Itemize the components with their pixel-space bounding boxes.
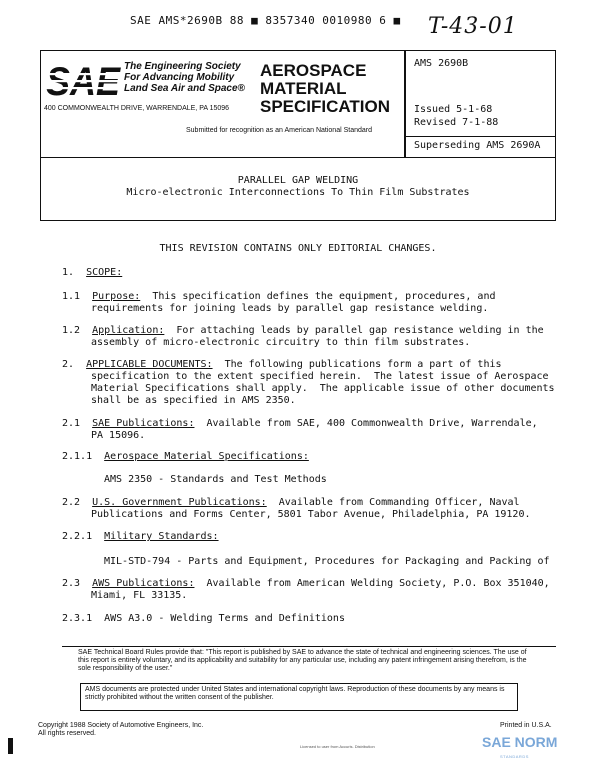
rights-reserved: All rights reserved. (38, 730, 96, 737)
submitted-note: Submitted for recognition as an American National Standard (186, 127, 372, 134)
spec-type-line: SPECIFICATION (260, 97, 391, 116)
section-title: Aerospace Material Specifications: (104, 451, 309, 462)
society-line: For Advancing Mobility (124, 72, 235, 83)
revision-note: THIS REVISION CONTAINS ONLY EDITORIAL CHANGES. (159, 243, 437, 254)
section-number: 2.3 (62, 578, 81, 589)
section-text-line: Publications and Forms Center, 5801 Tabor Avenue, Philadelphia, PA 19120. (91, 509, 531, 520)
license-stamp: Licensed to user from Accuris. Distribution (300, 744, 375, 749)
technical-board-notice: SAE Technical Board Rules provide that: "This report is published by SAE to advance the state of technical and engineering sciences. The use of this report is entirely voluntary, and its applicability and suitability for any particular use, including any patent infringement arising therefrom, is the sole responsibility of the user." (78, 649, 527, 672)
section-number: 2.2.1 (62, 531, 93, 542)
society-line: Land Sea Air and Space® (124, 83, 245, 94)
section-number: 2.2 (62, 497, 81, 508)
section-text-line: specification to the extent specified herein. The latest issue of Aerospace (91, 371, 549, 382)
issue-dates (414, 103, 498, 129)
section-2-2 (62, 497, 520, 509)
section-1-1 (62, 291, 496, 303)
section-text: This specification defines the equipment, procedures, and (140, 291, 496, 302)
copyright-line (38, 722, 203, 738)
section-2-1-1 (62, 451, 309, 463)
section-text-line: Miami, FL 33135. (91, 590, 188, 601)
society-address: 400 COMMONWEALTH DRIVE, WARRENDALE, PA 15096 (44, 105, 230, 112)
section-text: Available from American Welding Society, P.O. Box 351040, (194, 578, 550, 589)
saenorm-watermark-sub: STANDARDS (500, 754, 529, 759)
section-2-2-1 (62, 531, 219, 543)
section-2-3-1 (62, 613, 345, 625)
saenorm-watermark: SAE NORM (482, 734, 558, 750)
section-2 (62, 359, 502, 371)
handwritten-annotation: T-43-01 (428, 14, 518, 39)
society-tagline (124, 61, 245, 94)
section-text: Available from SAE, 400 Commonwealth Drive, Warrendale, (194, 418, 538, 429)
section-text: Available from Commanding Officer, Naval (266, 497, 520, 508)
section-text: The following publications form a part of this (212, 359, 502, 370)
section-text: For attaching leads by parallel gap resistance welding in the (164, 325, 544, 336)
section-2-3 (62, 578, 550, 590)
section-number: 2.1 (62, 418, 81, 429)
section-title: U.S. Government Publications: (92, 497, 267, 508)
section-1-2 (62, 325, 544, 337)
referenced-document: MIL-STD-794 - Parts and Equipment, Procedures for Packaging and Packing of (104, 556, 550, 567)
section-title: SCOPE: (86, 267, 123, 278)
referenced-document: AMS 2350 - Standards and Test Methods (104, 474, 327, 485)
section-text-line: assembly of micro-electronic circuitry to thin film substrates. (91, 337, 471, 348)
section-2-1 (62, 418, 538, 430)
section-title: Purpose: (92, 291, 141, 302)
document-title: PARALLEL GAP WELDING (237, 175, 359, 186)
section-number: 2.1.1 (62, 451, 93, 462)
spec-type-title (260, 62, 390, 116)
superseding: Superseding AMS 2690A (414, 140, 541, 151)
printed-in: Printed in U.S.A. (500, 722, 552, 729)
section-title: SAE Publications: (92, 418, 195, 429)
spec-type-line: MATERIAL (260, 79, 347, 98)
section-text-line: requirements for joining leads by parallel gap resistance welding. (91, 303, 489, 314)
spec-type-line: AEROSPACE (260, 61, 367, 80)
section-text-line: shall be as specified in AMS 2350. (91, 395, 296, 406)
header-divider (404, 50, 406, 158)
ams-number: AMS 2690B (414, 58, 469, 69)
section-text: AWS A3.0 - Welding Terms and Definitions (104, 613, 345, 624)
section-number: 1. (62, 267, 75, 278)
section-text-line: Material Specifications shall apply. The applicable issue of other documents (91, 383, 555, 394)
copyright-year: Copyright 1988 Society of Automotive Engineers, Inc. (38, 722, 204, 729)
section-title: Application: (92, 325, 165, 336)
section-number: 1.2 (62, 325, 81, 336)
document-code-line: SAE AMS*2690B 88 ■ 8357340 0010980 6 ■ (130, 14, 401, 27)
section-number: 1.1 (62, 291, 81, 302)
supersede-divider (404, 136, 556, 137)
copyright-notice: AMS documents are protected under United States and international copyright laws. Reproduction of these documents by any means is strictly prohibited without the written consent of the publisher. (80, 683, 518, 711)
issued-date: Issued 5-1-68 (414, 104, 493, 115)
section-title: Military Standards: (104, 531, 219, 542)
section-number: 2. (62, 359, 75, 370)
sae-logo (46, 60, 122, 100)
footer-rule (62, 646, 556, 647)
document-subtitle: Micro-electronic Interconnections To Thin Film Substrates (126, 187, 470, 198)
section-title: AWS Publications: (92, 578, 195, 589)
scan-edge-marker (8, 738, 13, 754)
society-line: The Engineering Society (124, 61, 241, 72)
revised-date: Revised 7-1-88 (414, 117, 499, 128)
section-title: APPLICABLE DOCUMENTS: (86, 359, 213, 370)
section-number: 2.3.1 (62, 613, 93, 624)
section-1 (62, 267, 122, 279)
section-text-line: PA 15096. (91, 430, 146, 441)
